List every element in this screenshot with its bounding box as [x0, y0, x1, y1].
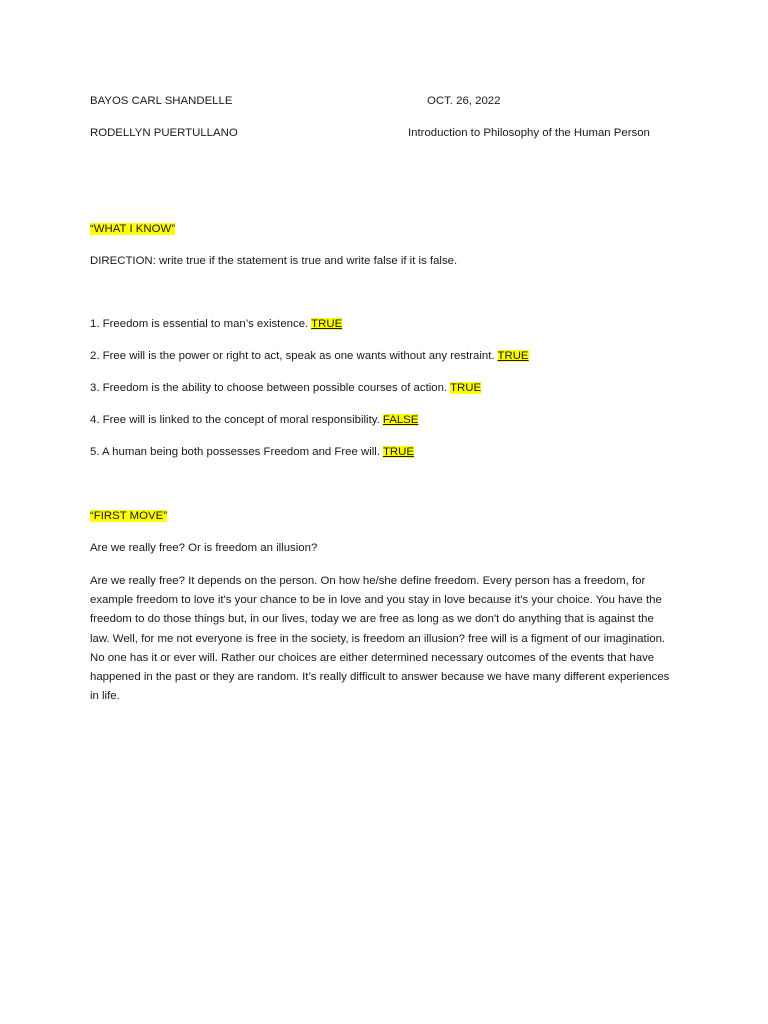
course-title: Introduction to Philosophy of the Human Person	[408, 127, 650, 139]
student-name-2: RODELLYN PUERTULLANO	[90, 127, 238, 139]
first-move-question: Are we really free? Or is freedom an illusion?	[90, 542, 318, 554]
first-move-answer: Are we really free? It depends on the person. On how he/she define freedom. Every person has a freedom, for example freedom to love it's your chance to be in love and you stay in love because it’s your choice. You have the freedom to do those things but, in our lives, today we are free as long as we don't do anything that is against the law. Well, for me not everyone is free in the society, is freedom an illusion? free will is a figment of our imagination. No one has it or ever will. Rather our choices are either determined necessary outcomes of the events that have happened in the past or they are random. It’s really difficult to answer because we have many different experiences in life.	[90, 575, 670, 703]
answer-badge: TRUE	[450, 382, 482, 394]
direction-text: DIRECTION: write true if the statement is true and write false if it is false.	[90, 255, 458, 267]
list-item	[90, 446, 414, 458]
answer-badge: FALSE	[382, 414, 419, 426]
answer-badge: TRUE	[382, 446, 414, 458]
what-i-know-heading	[90, 223, 175, 235]
statement-text: 3. Freedom is the ability to choose between possible courses of action.	[90, 382, 451, 394]
statement-text: 5. A human being both possesses Freedom and Free will.	[90, 446, 383, 458]
first-move-heading	[90, 510, 167, 522]
statement-text: 4. Free will is linked to the concept of moral responsibility.	[90, 414, 383, 426]
first-move-heading-text: “FIRST MOVE”	[90, 510, 167, 522]
list-item	[90, 350, 529, 362]
date: OCT. 26, 2022	[427, 95, 501, 107]
student-name-1: BAYOS CARL SHANDELLE	[90, 95, 233, 107]
list-item	[90, 414, 418, 426]
list-item	[90, 318, 342, 330]
statement-text: 2. Free will is the power or right to act, speak as one wants without any restraint.	[90, 350, 498, 362]
list-item	[90, 382, 481, 394]
answer-badge: TRUE	[497, 350, 529, 362]
what-i-know-heading-text: “WHAT I KNOW”	[90, 223, 175, 235]
answer-badge: TRUE	[311, 318, 343, 330]
statement-text: 1. Freedom is essential to man’s existence.	[90, 318, 312, 330]
